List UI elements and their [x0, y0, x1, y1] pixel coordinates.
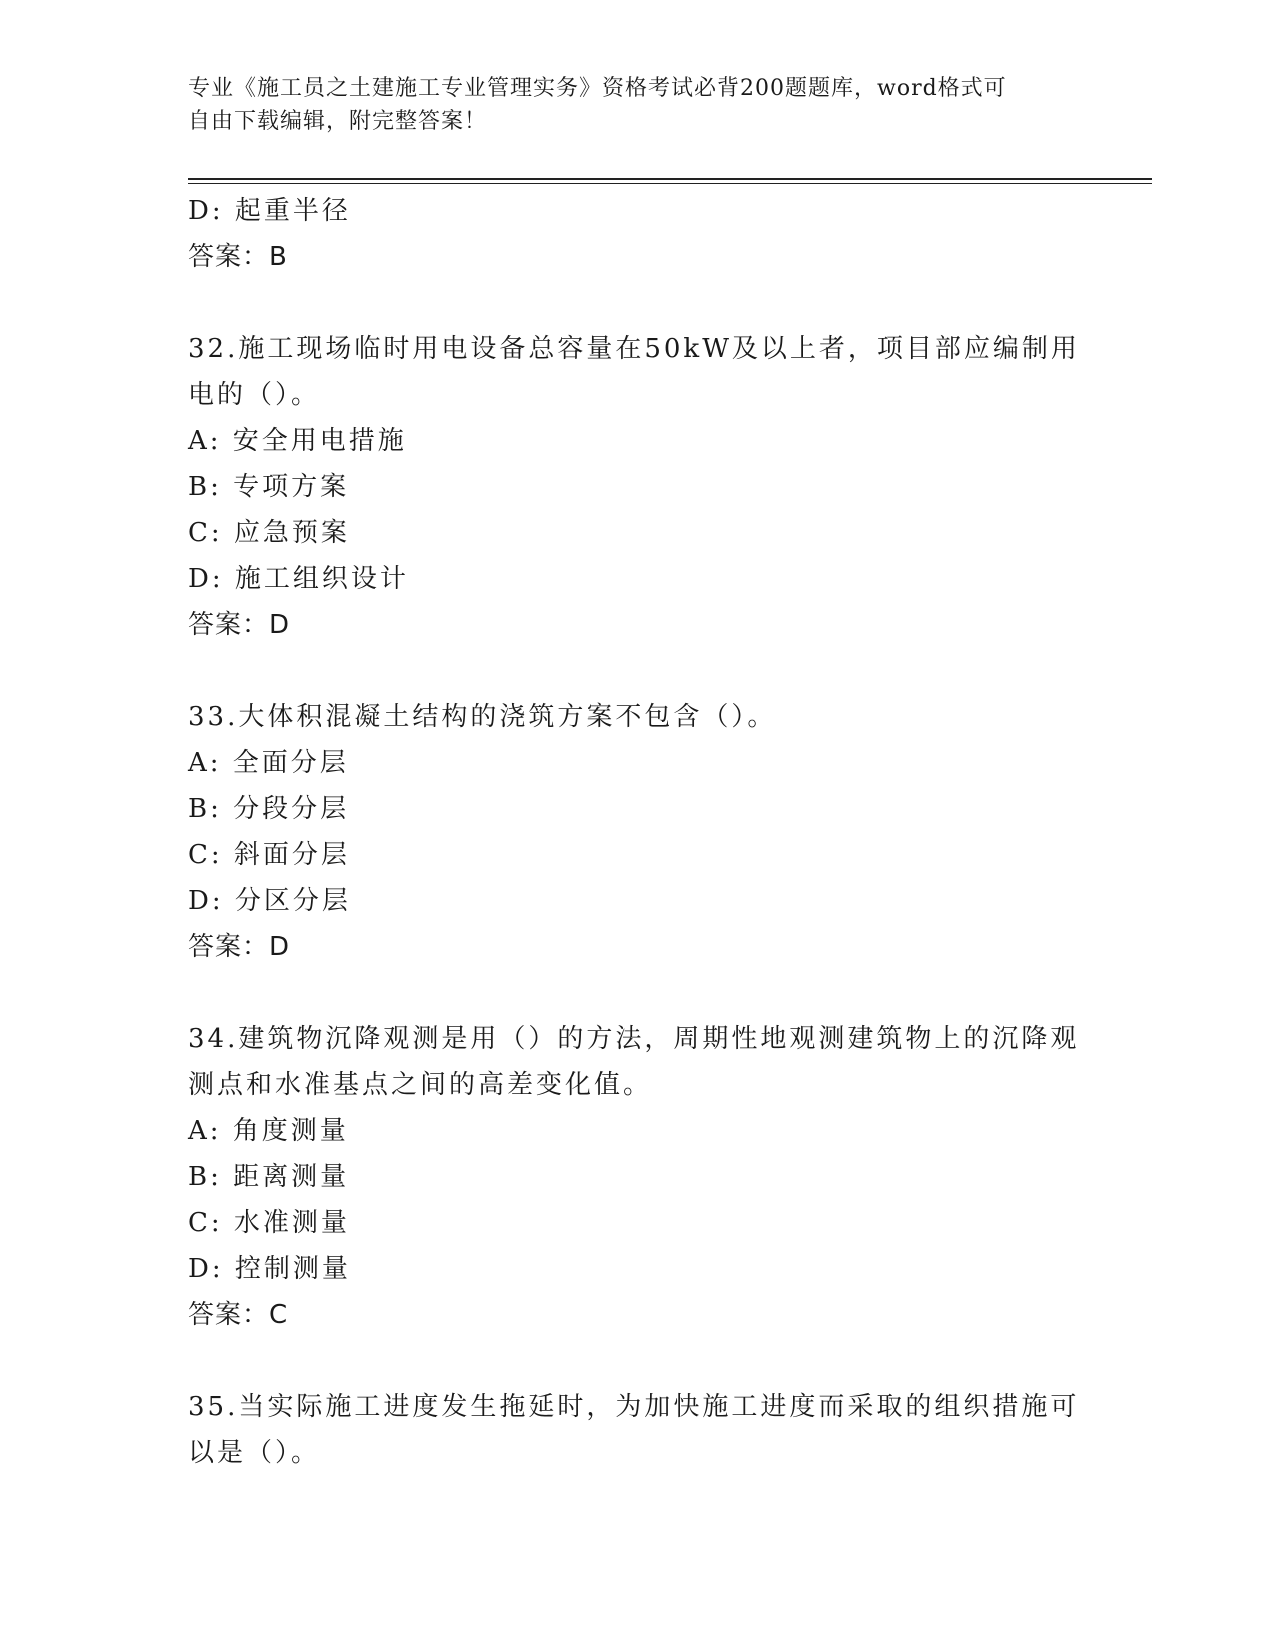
option-b: B: 距离测量 — [188, 1162, 350, 1192]
question-33 — [188, 694, 1088, 970]
document-header — [188, 72, 1068, 138]
option-c: C: 水准测量 — [188, 1208, 350, 1238]
option-a: A: 角度测量 — [188, 1116, 349, 1146]
answer-line: 答案：C — [188, 1300, 289, 1330]
question-stem: 35.当实际施工进度发生拖延时，为加快施工进度而采取的组织措施可 — [188, 1392, 1080, 1422]
header-line-2: 自由下载编辑，附完整答案！ — [188, 109, 488, 134]
header-divider-thin — [188, 183, 1152, 184]
option-a: A: 全面分层 — [188, 748, 349, 778]
option-b: B: 专项方案 — [188, 472, 350, 502]
option-d: D: 分区分层 — [188, 886, 351, 916]
question-stem: 34.建筑物沉降观测是用（）的方法，周期性地观测建筑物上的沉降观 — [188, 1024, 1080, 1054]
question-stem: 32.施工现场临时用电设备总容量在50kW及以上者，项目部应编制用 — [188, 334, 1080, 364]
option-c: C: 斜面分层 — [188, 840, 350, 870]
question-stem-continued: 以是（）。 — [188, 1438, 321, 1468]
question-stem-continued: 测点和水准基点之间的高差变化值。 — [188, 1070, 653, 1100]
option-d: D: 起重半径 — [188, 196, 351, 226]
answer-line: 答案：D — [188, 932, 291, 962]
question-32 — [188, 326, 1088, 648]
question-31 — [188, 188, 1088, 280]
question-34 — [188, 1016, 1088, 1338]
question-list — [188, 188, 1088, 1476]
question-stem: 33.大体积混凝土结构的浇筑方案不包含（）。 — [188, 702, 777, 732]
question-stem-continued: 电的（）。 — [188, 380, 321, 410]
question-35 — [188, 1384, 1088, 1476]
option-d: D: 施工组织设计 — [188, 564, 409, 594]
option-c: C: 应急预案 — [188, 518, 350, 548]
option-a: A: 安全用电措施 — [188, 426, 407, 456]
header-divider-thick — [188, 178, 1152, 180]
header-line-1: 专业《施工员之土建施工专业管理实务》资格考试必背200题题库，word格式可 — [188, 76, 1007, 101]
option-d: D: 控制测量 — [188, 1254, 351, 1284]
answer-line: 答案：B — [188, 242, 288, 272]
option-b: B: 分段分层 — [188, 794, 350, 824]
answer-line: 答案：D — [188, 610, 291, 640]
